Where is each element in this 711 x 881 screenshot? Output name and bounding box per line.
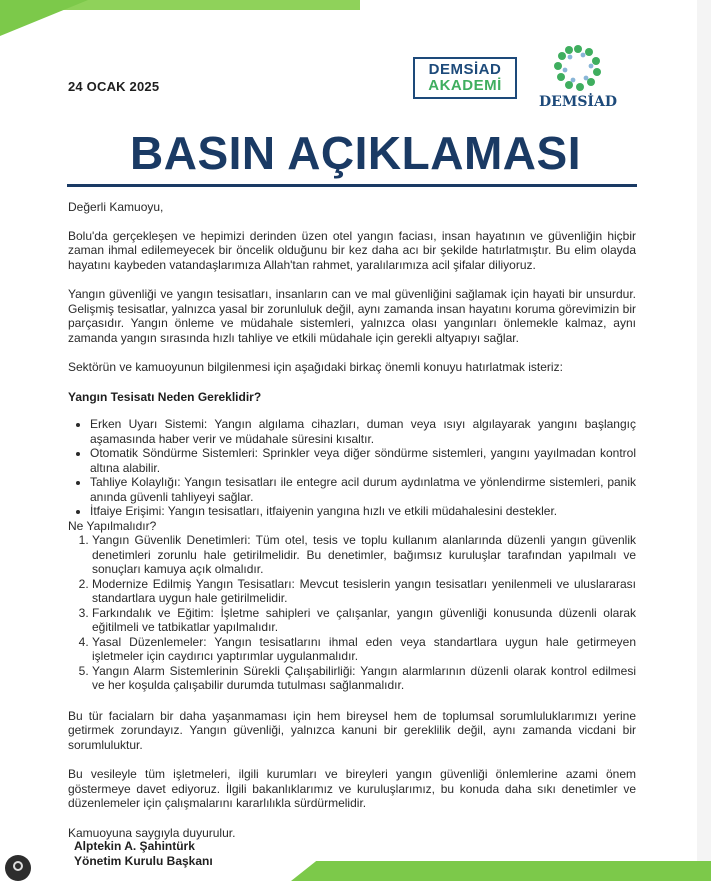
section-title: Yangın Tesisatı Neden Gereklidir? [68,389,262,404]
list-item: • İtfaiye Erişimi: Yangın tesisatları, itfaiyenin yangına hızlı ve etkili müdahalesini destekler. [90,504,636,519]
press-release-body [68,200,636,855]
demsiad-akademi-logo [413,57,517,99]
paragraph-4: Bu tür facialarn bir daha yaşanmaması için hem bireysel hem de toplumsal sorumluluklarımızı yerine getirmek zorundayız. Yangın güvenliği, yalnızca kanuni bir gereklilik değil, aynı zamanda vicdani bir sorumluluktur. [68,708,636,752]
logo-wordmark: DEMSİAD [539,94,617,110]
list-item: • Tahliye Kolaylığı: Yangın tesisatları ile entegre acil durum aydınlatma ve yönlendirme sistemleri, panik anında güvenli tahliyeyi sağlar. [90,475,636,504]
logo-badge-line1: DEMSİAD [428,61,502,78]
list-item: 4. Yasal Düzenlemeler: Yangın tesisatlarını ihmal eden veya standartlara uygun hale getirmeyen işletmeler için caydırıcı yaptırımlar uygulanmalıdır. [92,635,636,664]
title-underline [67,184,637,187]
paragraph-2: Yangın güvenliği ve yangın tesisatları, insanların can ve mal güvenliğini sağlamak için hayati bir unsurdur. Gelişmiş tesisatlar, yalnızca yasal bir zorunluluk değil, aynı zamanda insan hayatını koruma görevimizin bir parçasıdır. Yangın önleme ve müdahale sistemleri, yalnızca olası yangınları önlemekle kalmaz, aynı zamanda yangın sırasında hızlı tahliye ve etkili müdahale için gerekli altyapıyı sağlar. [68,287,636,345]
list-item: 2. Modernize Edilmiş Yangın Tesisatları: Mevcut tesislerin yangın tesisatları yenilenmeli ve uluslararası standartlara uygun hale getirilmelidir. [92,577,636,606]
signatory-name: Alptekin A. Şahintürk [74,839,195,853]
reasons-list [68,417,636,519]
page-title: BASIN AÇIKLAMASI [130,127,581,179]
press-date: 24 OCAK 2025 [68,79,160,94]
paragraph-1: Bolu'da gerçekleşen ve hepimizi derinden üzen otel yangın faciası, insan hayatının ve güvenliğin hiçbir zaman ihmal edilemeyecek bir öncelik olduğunu bir kez daha acı bir şekilde hatırlatmıştır. Bu elim olayda hayatını kaybeden vatandaşlarımıza Allah'tan rahmet, yaralılarımıza acil şifalar diliyoruz. [68,228,636,272]
list-item: • Otomatik Söndürme Sistemleri: Sprinkler veya diğer söndürme sistemleri, yangını yayılmadan kontrol altına alabilir. [90,446,636,475]
paragraph-3: Sektörün ve kamuoyunun bilgilenmesi için aşağıdaki birkaç önemli konuyu hatırlatmak isteriz: [68,360,563,374]
logo-badge-line2: AKADEMİ [428,77,502,94]
paragraph-5: Bu vesileyle tüm işletmeleri, ilgili kurumları ve bireyleri yangın güvenliği önlemlerine azami önem göstermeye davet ediyoruz. İlgili bakanlıklarımız ve kuruluşlarımız, bu konuda daha sıkı denetimler ve düzenlemeler için çalışmalarını kararlılıkla sürdürmelidir. [68,767,636,810]
logo-ring-icon [553,44,603,92]
list-item: 5. Yangın Alarm Sistemlerinin Sürekli Çalışabilirliği: Yangın alarmlarının düzenli olarak kontrol edilmesi ve her koşulda çalışabilir durumda tutulması sağlanmalıdır. [92,664,636,693]
actions-list [68,533,636,693]
closing-line: Kamuoyuna saygıyla duyurulur. [68,825,236,840]
signatory-role: Yönetim Kurulu Başkanı [74,854,213,868]
greeting: Değerli Kamuoyu, [68,200,164,214]
bottom-green-bar [291,861,711,881]
list-item: 1. Yangın Güvenlik Denetimleri: Tüm otel, tesis ve toplu kullanım alanlarında düzenli yangın güvenlik denetimleri zorunlu hale getirilmelidir. Bu denetimler, bağımsız kuruluşlar tarafından yapılmalı ve sonuçları kamuya açık olmalıdır. [92,533,636,577]
list-item: • Erken Uyarı Sistemi: Yangın algılama cihazları, duman veya ısıyı algılayarak yangını başlangıç aşamasında haber verir ve müdahale süresini kısaltır. [90,417,636,446]
demsiad-logo [539,44,617,110]
question-heading: Ne Yapılmalıdır? [68,518,157,533]
list-item: 3. Farkındalık ve Eğitim: İşletme sahipleri ve çalışanlar, yangın güvenliği konusunda düzenli olarak eğitilmeli ve tatbikatlar yapılmalıdır. [92,606,636,635]
signature-block [74,839,213,869]
profile-avatar-icon[interactable] [5,855,31,881]
